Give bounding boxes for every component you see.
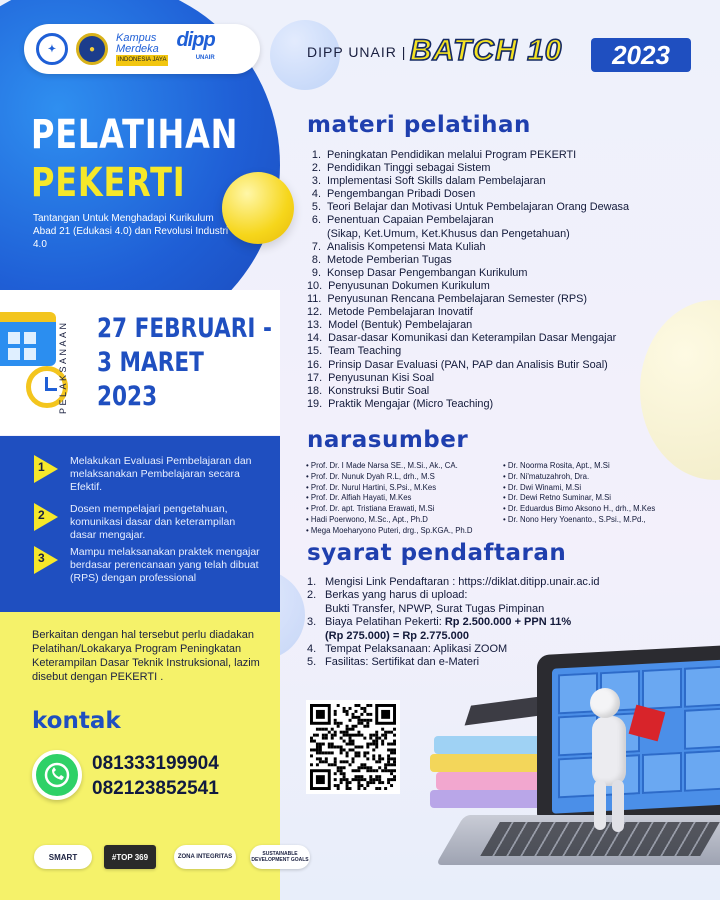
triangle-badge-icon: 3 xyxy=(34,546,56,572)
list-item: 5. Fasilitas: Sertifikat dan e-Materi xyxy=(307,656,480,669)
figure-leg xyxy=(612,780,624,832)
speaker-item: • Dr. Nono Hery Yoenanto., S.Psi., M.Pd., xyxy=(503,515,655,526)
org-label: DIPP UNAIR | xyxy=(307,44,407,60)
kampus-merdeka-logo: Kampus Merdeka INDONESIA JAYA xyxy=(116,33,168,66)
speaker-item: • Dr. Dewi Retno Suminar, M.Si xyxy=(503,493,655,504)
speaker-item: • Dr. Noorma Rosita, Apt., M.Si xyxy=(503,461,655,472)
speaker-item: • Dr. Ni'matuzahroh, Dra. xyxy=(503,472,655,483)
speaker-item: • Prof. Dr. apt. Tristiana Erawati, M.Si xyxy=(306,504,473,515)
calendar-icon xyxy=(0,312,56,366)
hero-title-line1: PELATIHAN xyxy=(31,112,239,158)
speaker-item: • Mega Moeharyono Puteri, drg., Sp.KGA., Ph.D xyxy=(306,526,473,537)
materi-item: 19. Praktik Mengajar (Micro Teaching) xyxy=(307,397,494,410)
materi-item: (Sikap, Ket.Umum, Ket.Khusus dan Pengetahuan) xyxy=(327,227,570,240)
books-illustration xyxy=(430,730,550,820)
speaker-item: • Dr. Eduardus Bimo Aksono H., drh., M.Kes xyxy=(503,504,655,515)
phone-number[interactable]: 082123852541 xyxy=(92,778,219,799)
materi-item: 2. Pendidikan Tinggi sebagai Sistem xyxy=(311,162,491,175)
materi-item: 7. Analisis Kompetensi Mata Kuliah xyxy=(311,240,486,253)
list-item: (Rp 275.000) = Rp 2.775.000 xyxy=(325,629,469,642)
materi-title: materi pelatihan xyxy=(307,112,531,138)
materi-item: 18. Konstruksi Butir Soal xyxy=(307,384,430,397)
materi-list xyxy=(307,149,637,411)
list-item: 1. Mengisi Link Pendaftaran : https://diklat.ditipp.unair.ac.id xyxy=(307,576,600,588)
speaker-item: • Prof. Dr. I Made Narsa SE., M.Si., Ak., CA. xyxy=(306,461,473,472)
zona-integritas-logo: ZONA INTEGRITAS xyxy=(174,845,236,869)
hero-subtitle: Tantangan Untuk Menghadapi Kurikulum Abad 21 (Edukasi 4.0) dan Revolusi Industri 4.0 xyxy=(33,213,229,250)
list-item: 2. Berkas yang harus di upload: xyxy=(307,589,468,602)
top369-logo: #TOP 369 xyxy=(104,845,156,869)
materi-item: 3. Implementasi Soft Skills dalam Pembelajaran xyxy=(311,175,546,188)
materi-item: 9. Konsep Dasar Pengembangan Kurikulum xyxy=(311,266,528,279)
materi-item: 17. Penyusunan Kisi Soal xyxy=(307,371,435,384)
narasumber-title: narasumber xyxy=(307,427,469,453)
objective-item: 1 Melakukan Evaluasi Pembelajaran dan melaksanakan Pembelajaran secara Efektif. xyxy=(34,455,264,494)
sdg-logo: SUSTAINABLE DEVELOPMENT GOALS xyxy=(250,845,310,869)
speaker-item: • Hadi Poerwono, M.Sc., Apt., Ph.D xyxy=(306,515,473,526)
speaker-item: • Prof. Dr. Nurul Hartini, S.Psi., M.Kes xyxy=(306,483,473,494)
hero-title-line2: PEKERTI xyxy=(31,160,186,206)
batch-label: BATCH 10 xyxy=(410,34,563,67)
materi-item: 8. Metode Pemberian Tugas xyxy=(311,253,452,266)
list-item: 4. Tempat Pelaksanaan: Aplikasi ZOOM xyxy=(307,643,508,656)
schedule-label: PELAKSANAAN xyxy=(58,320,68,414)
decor-yellow-ball xyxy=(222,172,294,244)
materi-item: 12. Metode Pembelajaran Inovatif xyxy=(307,306,473,319)
unair-logo: ● xyxy=(76,33,108,65)
contact-title: kontak xyxy=(32,708,121,734)
materi-item: 5. Teori Belajar dan Motivasi Untuk Pembelajaran Orang Dewasa xyxy=(311,201,630,214)
laptop-screen-puzzle xyxy=(552,659,720,813)
decor-circle-right xyxy=(640,300,720,480)
materi-item: 6. Penentuan Capaian Pembelajaran xyxy=(311,214,494,227)
materi-item: 16. Prinsip Dasar Evaluasi (PAN, PAP dan Analisis Butir Soal) xyxy=(307,358,608,371)
materi-item: 15. Team Teaching xyxy=(307,345,402,358)
narasumber-list-left xyxy=(306,461,473,537)
partner-logo-bar xyxy=(24,24,260,74)
speaker-item: • Prof. Dr. Nunuk Dyah R.L, drh., M.S xyxy=(306,472,473,483)
objective-item: 2 Dosen mempelajari pengetahuan, komunikasi dasar dan keterampilan dasar mengajar. xyxy=(34,503,264,542)
registration-qr-code[interactable] xyxy=(306,700,400,794)
schedule-dates: 27 FEBRUARI - 3 MARET 2023 xyxy=(97,313,272,412)
tut-wuri-logo: ✦ xyxy=(36,33,68,65)
triangle-badge-icon: 1 xyxy=(34,455,56,481)
objective-item: 3 Mampu melaksanakan praktek mengajar berdasar perencanaan yang telah dibuat (RPS) dengan professional xyxy=(34,546,264,585)
speaker-item: • Dr. Dwi Winami, M.Si xyxy=(503,483,655,494)
figure-head xyxy=(590,688,620,718)
syarat-title: syarat pendaftaran xyxy=(307,540,567,566)
year-badge: 2023 xyxy=(591,38,691,72)
materi-item: 14. Dasar-dasar Komunikasi dan Keterampilan Dasar Mengajar xyxy=(307,332,617,345)
materi-item: 11. Penyusunan Rencana Pembelajaran Semester (RPS) xyxy=(307,293,588,306)
phone-number[interactable]: 081333199904 xyxy=(92,753,219,774)
smart-logo: SMART xyxy=(34,845,92,869)
materi-item: 1. Peningkatan Pendidikan melalui Program PEKERTI xyxy=(311,149,577,161)
materi-item: 10. Penyusunan Dokumen Kurikulum xyxy=(307,279,490,292)
materi-item: 13. Model (Bentuk) Pembelajaran xyxy=(307,319,473,332)
whatsapp-icon xyxy=(32,750,82,800)
list-item: Bukti Transfer, NPWP, Surat Tugas Pimpinan xyxy=(325,602,545,615)
speaker-item: • Prof. Dr. Alfiah Hayati, M.Kes xyxy=(306,493,473,504)
figure-leg xyxy=(594,780,606,830)
materi-item: 4. Pengembangan Pribadi Dosen xyxy=(311,188,476,201)
closing-text: Berkaitan dengan hal tersebut perlu diadakan Pelatihan/Lokakarya Program Peningkatan Keterampilan Dasar Teknik Instruksional, lazim disebut dengan PEKERTI . xyxy=(32,629,260,683)
figure-illustration xyxy=(592,716,626,786)
list-item: 3. Biaya Pelatihan Pekerti: Rp 2.500.000 + PPN 11% xyxy=(307,616,572,629)
narasumber-list-right xyxy=(503,461,655,526)
dipp-logo: dipp UNAIR xyxy=(176,29,215,61)
triangle-badge-icon: 2 xyxy=(34,503,56,529)
